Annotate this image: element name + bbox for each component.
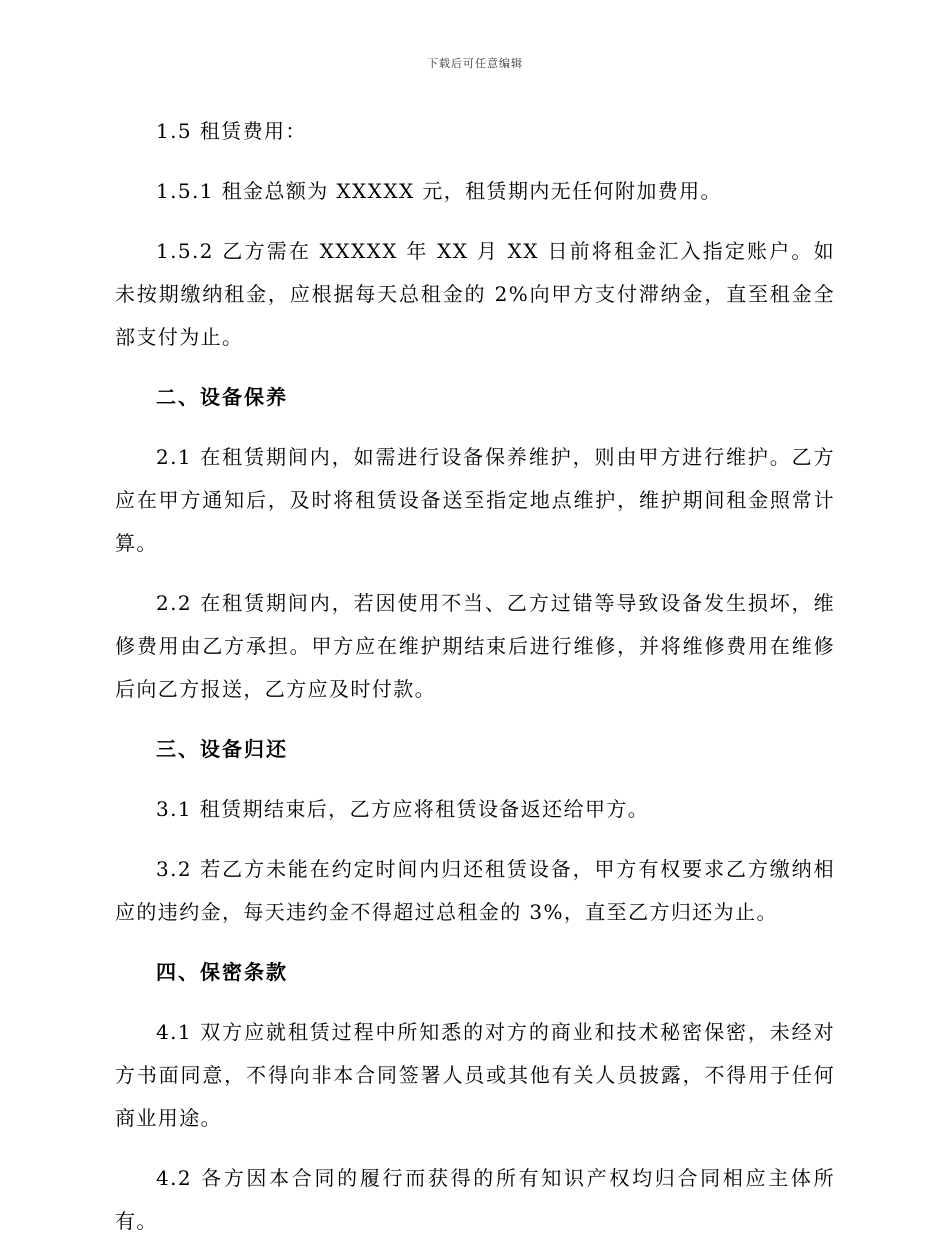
clause-4-1: 4.1 双方应就租赁过程中所知悉的对方的商业和技术秘密保密，未经对方书面同意，不得向非本合同签署人员或其他有关人员披露，不得用于任何商业用途。 — [115, 1020, 835, 1130]
header-note: 下载后可任意编辑 — [427, 57, 523, 70]
clause-1-5: 1.5 租赁费用： — [156, 119, 307, 143]
clause-2-2: 2.2 在租赁期间内，若因使用不当、乙方过错等导致设备发生损坏，维修费用由乙方承担。甲方应在维护期结束后进行维修，并将维修费用在维修后向乙方报送，乙方应及时付款。 — [115, 591, 835, 701]
clause-1-5-1: 1.5.1 租金总额为 XXXXX 元，租赁期内无任何附加费用。 — [156, 179, 722, 203]
clause-1-5-2: 1.5.2 乙方需在 XXXXX 年 XX 月 XX 日前将租金汇入指定账户。如未按期缴纳租金，应根据每天总租金的 2%向甲方支付滞纳金，直至租金全部支付为止。 — [115, 239, 835, 349]
section-heading-3: 三、设备归还 — [156, 737, 288, 761]
clause-2-1: 2.1 在租赁期间内，如需进行设备保养维护，则由甲方进行维护。乙方应在甲方通知后，及时将租赁设备送至指定地点维护，维护期间租金照常计算。 — [115, 445, 835, 555]
section-heading-2: 二、设备保养 — [156, 385, 288, 409]
clause-4-2: 4.2 各方因本合同的履行而获得的所有知识产权均归合同相应主体所有。 — [115, 1166, 835, 1233]
section-heading-4: 四、保密条款 — [156, 960, 288, 984]
clause-3-1: 3.1 租赁期结束后，乙方应将租赁设备返还给甲方。 — [156, 797, 650, 821]
document-body — [115, 110, 835, 1260]
clause-3-2: 3.2 若乙方未能在约定时间内归还租赁设备，甲方有权要求乙方缴纳相应的违约金，每天违约金不得超过总租金的 3%，直至乙方归还为止。 — [115, 857, 835, 924]
